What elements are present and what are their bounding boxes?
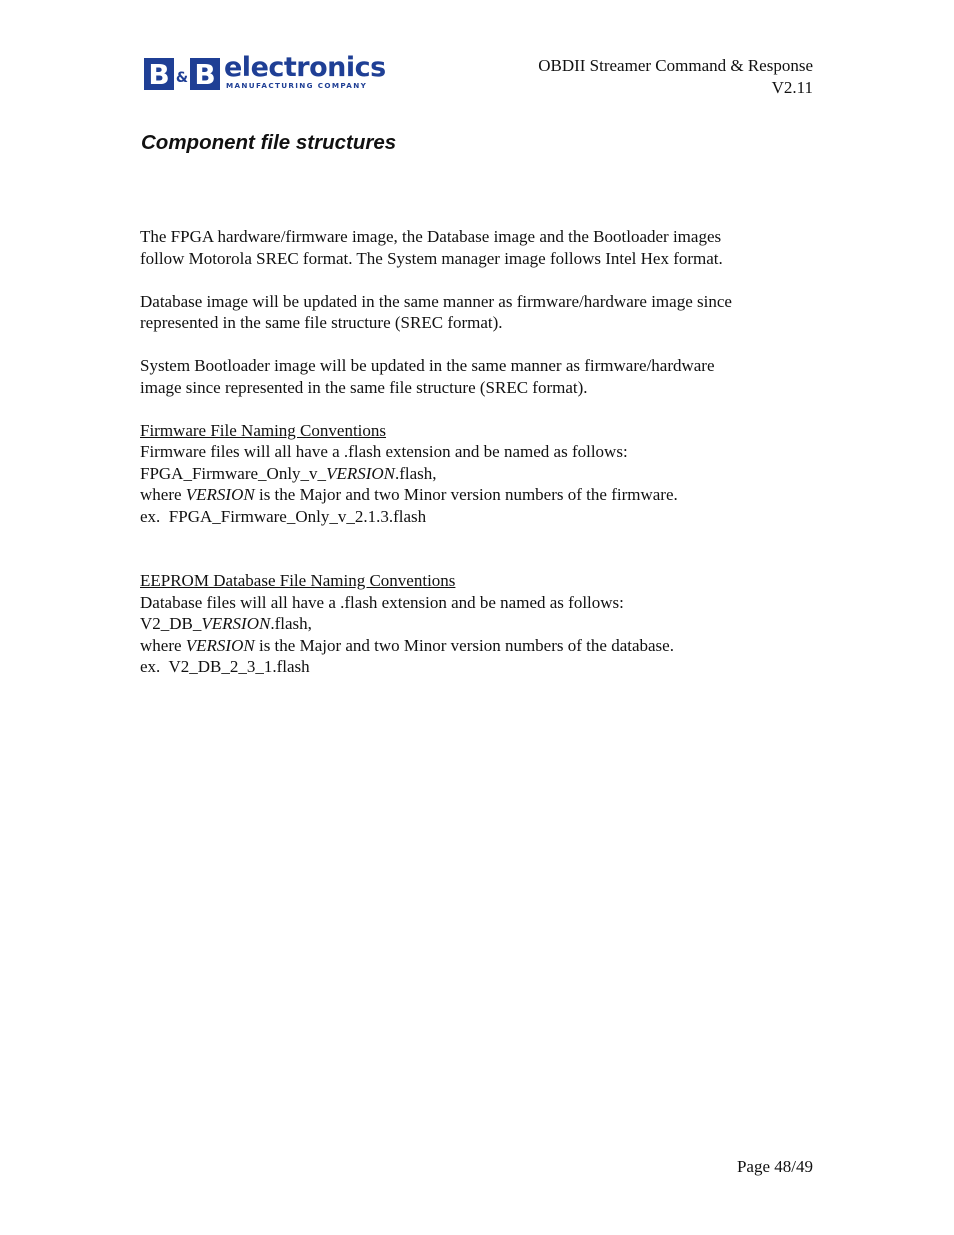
eeprom-name-suffix: .flash,	[270, 614, 312, 633]
eeprom-name-prefix: V2_DB_	[140, 614, 202, 633]
logo-mark-right: B	[194, 58, 216, 91]
firmware-example: ex. FPGA_Firmware_Only_v_2.1.3.flash	[140, 506, 427, 526]
eeprom-heading: EEPROM Database File Naming Conventions	[140, 571, 456, 590]
eeprom-name-pattern	[140, 613, 830, 635]
document-title: OBDII Streamer Command & Response	[538, 56, 813, 75]
logo-wordmark: electronics	[224, 52, 386, 83]
firmware-heading: Firmware File Naming Conventions	[140, 420, 387, 440]
paragraph-formats-line-2: follow Motorola SREC format. The System manager image follows Intel Hex format.	[140, 248, 723, 268]
logo-ampersand: &	[175, 70, 189, 86]
eeprom-where-prefix: where	[140, 635, 186, 655]
eeprom-where-variable: VERSION	[185, 635, 255, 655]
eeprom-example: ex. V2_DB_2_3_1.flash	[140, 657, 310, 676]
eeprom-description: Database files will all have a .flash extension and be named as follows:	[140, 592, 624, 612]
firmware-naming-section	[140, 420, 830, 528]
eeprom-where	[140, 635, 830, 657]
firmware-name-prefix: FPGA_Firmware_Only_v_	[140, 463, 327, 483]
paragraph-database-line-1: Database image will be updated in the same manner as firmware/hardware image since	[140, 291, 732, 311]
firmware-name-suffix: .flash,	[395, 463, 437, 483]
firmware-name-variable: VERSION	[326, 463, 395, 483]
page-number: Page 48/49	[736, 1157, 813, 1176]
document-body	[140, 226, 830, 678]
eeprom-name-variable: VERSION	[201, 614, 271, 633]
eeprom-naming-section	[140, 570, 830, 678]
firmware-where-prefix: where	[140, 485, 186, 504]
paragraph-database	[140, 291, 830, 334]
firmware-where	[140, 484, 830, 506]
paragraph-bootloader-line-2: image since represented in the same file structure (SREC format).	[140, 377, 588, 397]
section-title: Component file structures	[141, 131, 397, 154]
paragraph-formats-line-1: The FPGA hardware/firmware image, the Database image and the Bootloader images	[140, 227, 722, 246]
document-version: V2.11	[771, 78, 813, 97]
logo-tagline: MANUFACTURING COMPANY	[226, 81, 368, 90]
logo-mark-left: B	[148, 58, 170, 91]
firmware-description: Firmware files will all have a .flash extension and be named as follows:	[140, 442, 628, 461]
firmware-where-variable: VERSION	[185, 485, 255, 504]
firmware-where-suffix: is the Major and two Minor version numbers of the firmware.	[254, 485, 678, 504]
eeprom-where-suffix: is the Major and two Minor version numbers of the database.	[254, 635, 674, 655]
paragraph-database-line-2: represented in the same file structure (SREC format).	[140, 313, 503, 332]
paragraph-formats	[140, 226, 830, 269]
paragraph-bootloader	[140, 355, 830, 398]
paragraph-bootloader-line-1: System Bootloader image will be updated in the same manner as firmware/hardware	[140, 356, 715, 375]
firmware-name-pattern	[140, 463, 830, 485]
page-header	[538, 55, 813, 99]
